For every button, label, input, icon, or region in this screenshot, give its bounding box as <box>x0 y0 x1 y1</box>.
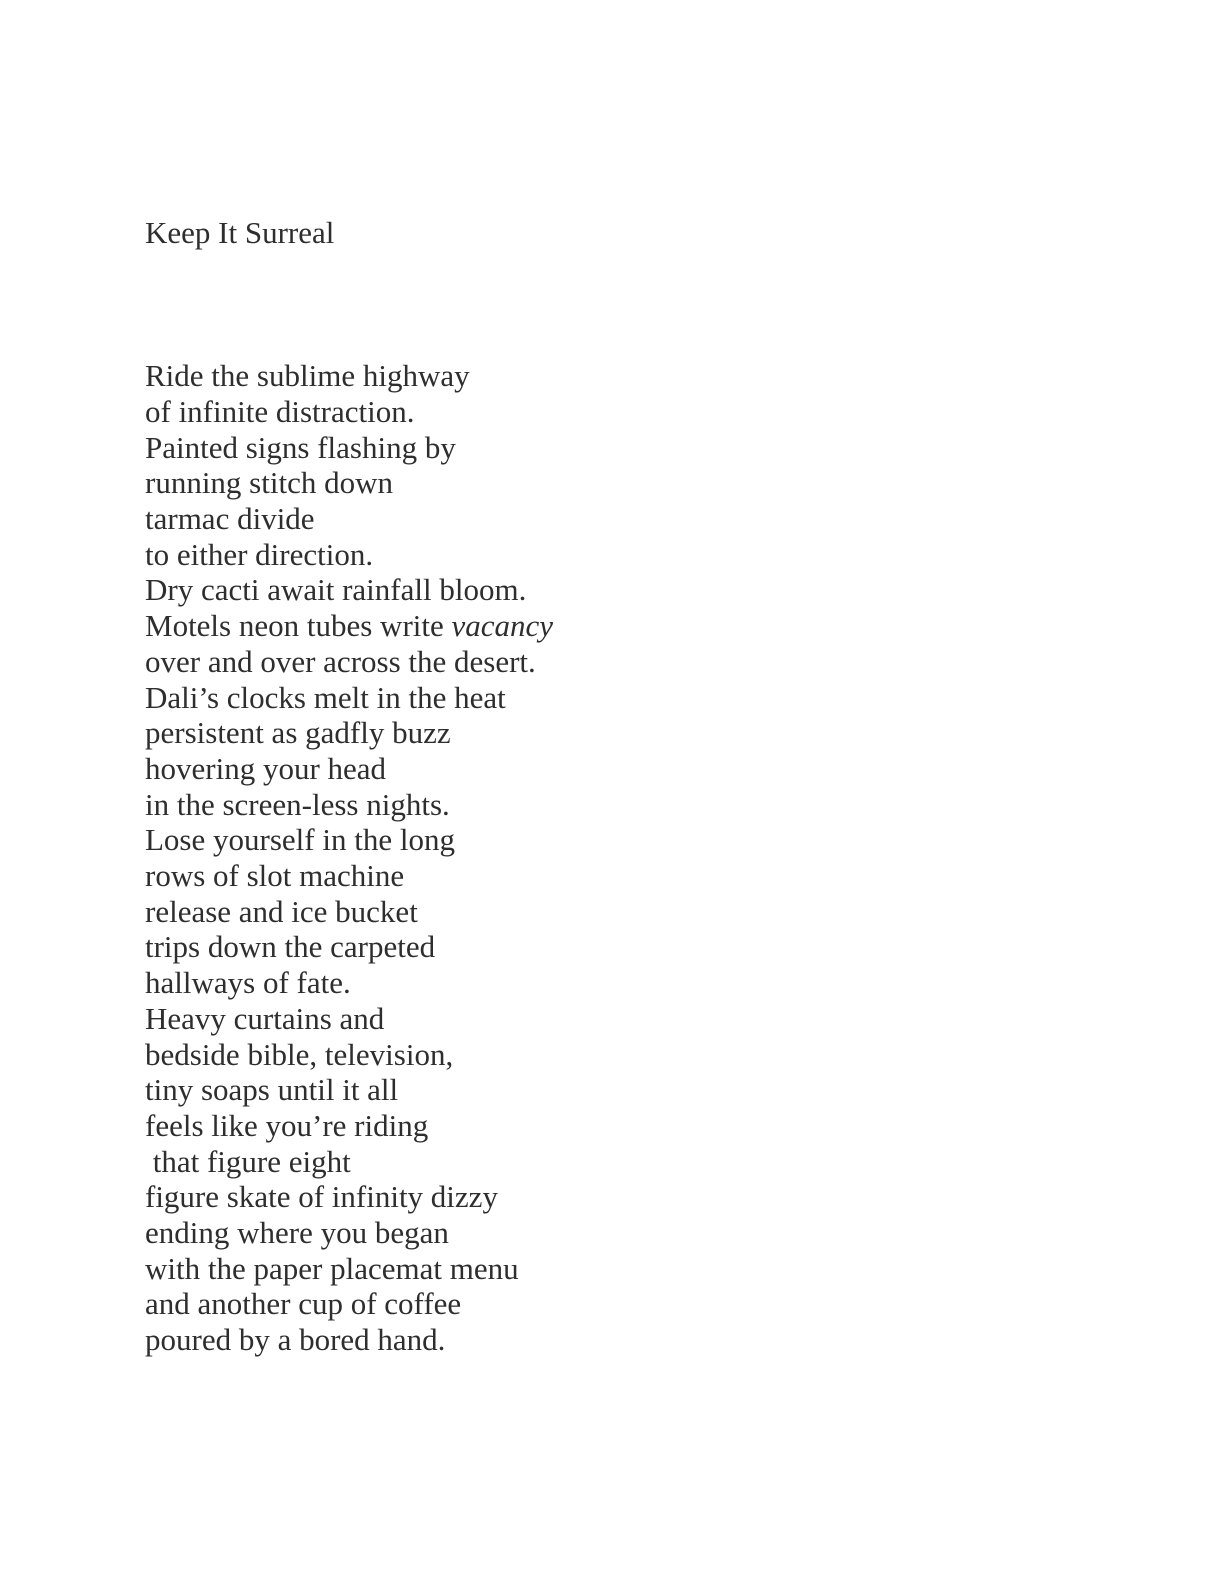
poem-text: persistent as gadfly buzz <box>145 715 451 751</box>
poem-line <box>145 929 553 965</box>
poem-text: hovering your head <box>145 750 387 786</box>
poem-title: Keep It Surreal <box>145 215 335 251</box>
poem-text: tarmac divide <box>145 501 315 537</box>
poem-line <box>145 965 553 1001</box>
poem-text: Ride the sublime highway <box>145 358 470 394</box>
poem-text: tiny soaps until it all <box>145 1072 399 1108</box>
poem-text: and another cup of coffee <box>145 1286 462 1322</box>
poem-line <box>145 358 553 394</box>
poem-text: trips down the carpeted <box>145 929 436 965</box>
poem-line <box>145 680 553 716</box>
poem-line <box>145 822 553 858</box>
poem-line <box>145 1251 553 1287</box>
poem-line <box>145 1072 553 1108</box>
poem-text: Motels neon tubes write <box>145 608 452 644</box>
poem-line <box>145 465 553 501</box>
poem-text: with the paper placemat menu <box>145 1250 519 1286</box>
poem-text: figure skate of infinity dizzy <box>145 1179 498 1215</box>
poem-text: hallways of fate. <box>145 965 351 1001</box>
poem-text: release and ice bucket <box>145 893 418 929</box>
poem-text: bedside bible, television, <box>145 1036 454 1072</box>
poem-line <box>145 1144 553 1180</box>
poem <box>145 144 553 1429</box>
poem-line <box>145 1108 553 1144</box>
poem-line <box>145 501 553 537</box>
poem-line <box>145 858 553 894</box>
poem-text: rows of slot machine <box>145 858 405 894</box>
poem-lines <box>145 358 553 1358</box>
poem-text: feels like you’re riding <box>145 1107 429 1143</box>
poem-line <box>145 644 553 680</box>
poem-word-italic: vacancy <box>451 608 554 644</box>
poem-line <box>145 1001 553 1037</box>
poem-text: Lose yourself in the long <box>145 822 455 858</box>
poem-text: ending where you began <box>145 1215 449 1251</box>
poem-text: Dali’s clocks melt in the heat <box>145 679 506 715</box>
poem-text: of infinite distraction. <box>145 393 415 429</box>
poem-text: Heavy curtains and <box>145 1000 385 1036</box>
poem-line <box>145 430 553 466</box>
poem-text: Dry cacti await rainfall bloom. <box>145 572 527 608</box>
poem-text: over and over across the desert. <box>145 643 536 679</box>
poem-text: to either direction. <box>145 536 374 572</box>
poem-line <box>145 1215 553 1251</box>
poem-text: in the screen-less nights. <box>145 786 450 822</box>
poem-line <box>145 894 553 930</box>
poem-line <box>145 751 553 787</box>
poem-line <box>145 1286 553 1322</box>
poem-line <box>145 787 553 823</box>
poem-text: poured by a bored hand. <box>145 1322 446 1358</box>
poem-text: Painted signs flashing by <box>145 429 456 465</box>
poem-line <box>145 608 553 644</box>
poem-line <box>145 1037 553 1073</box>
poem-line <box>145 572 553 608</box>
poem-line <box>145 1322 553 1358</box>
poem-line <box>145 537 553 573</box>
poem-text: that figure eight <box>145 1143 351 1179</box>
poem-line <box>145 1179 553 1215</box>
poem-line <box>145 394 553 430</box>
poem-text: running stitch down <box>145 465 393 501</box>
poem-line <box>145 715 553 751</box>
